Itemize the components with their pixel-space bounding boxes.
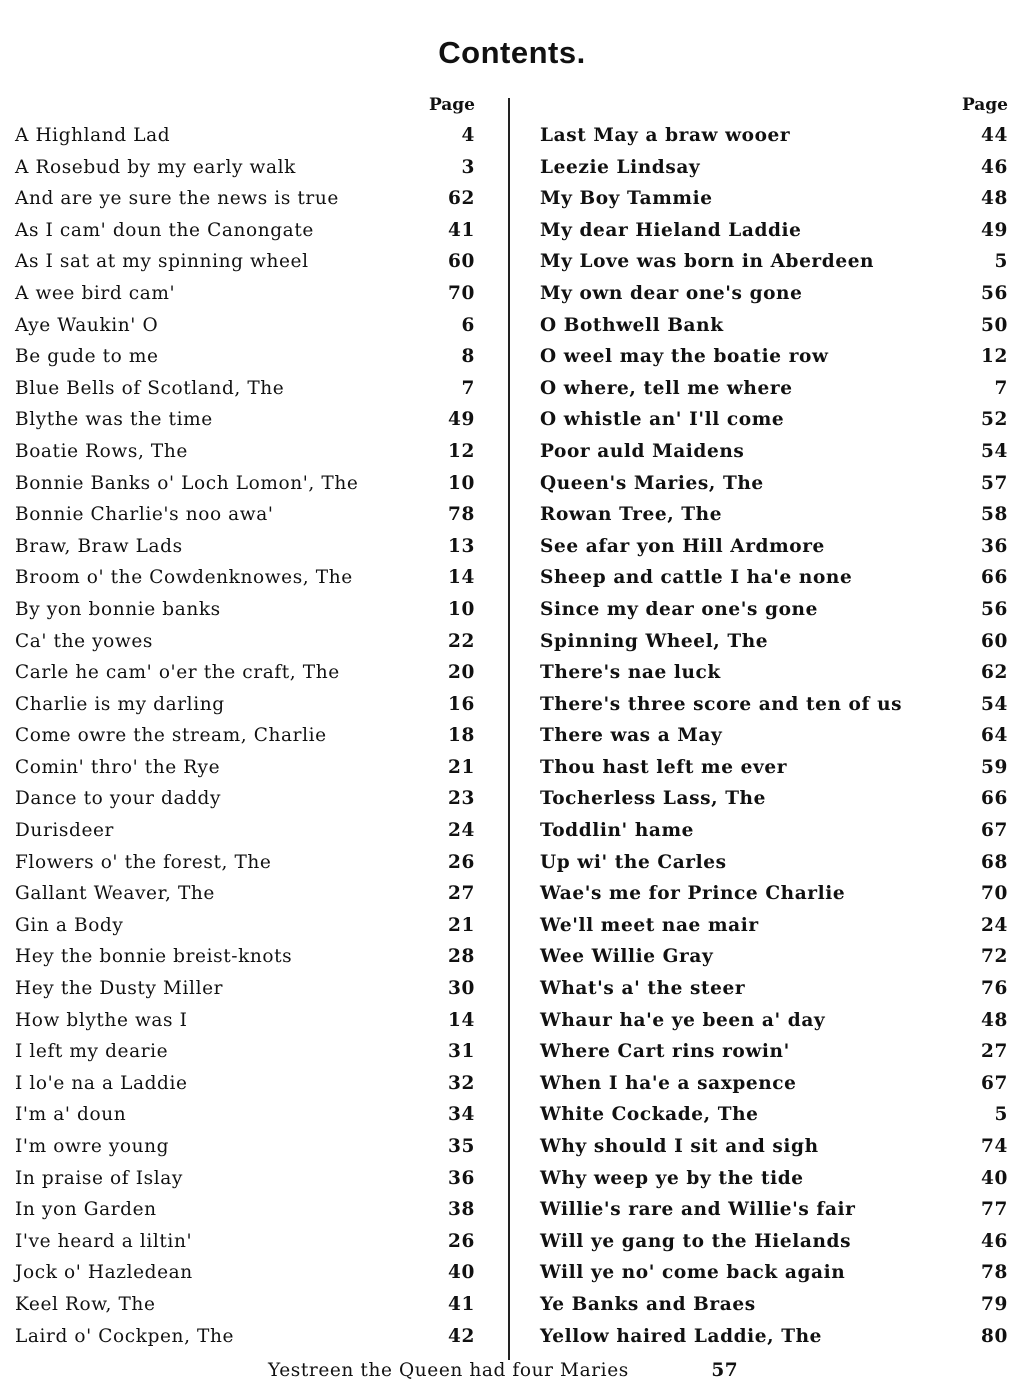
contents-entry [15,626,480,658]
entry-title: I'm a' doun [15,1104,127,1126]
entry-page-number: 58 [981,504,1008,526]
entry-title: Boatie Rows, The [15,440,188,462]
entry-title: Ye Banks and Braes [540,1293,756,1315]
entry-page-number: 66 [981,567,1008,589]
contents-entry [15,499,480,531]
entry-page-number: 49 [448,409,475,431]
contents-entry [15,689,480,721]
entry-title: Queen's Maries, The [540,472,764,494]
contents-entry [15,1036,480,1068]
entry-title: Yellow haired Laddie, The [540,1325,823,1347]
entry-title: Blythe was the time [15,409,213,431]
entry-title: Sheep and cattle I ha'e none [540,567,853,589]
entry-title: Up wi' the Carles [540,851,727,873]
contents-entry [15,1005,480,1037]
contents-entry [15,752,480,784]
contents-entry [540,373,1008,405]
entry-page-number: 67 [981,820,1008,842]
entry-page-number: 20 [448,662,475,684]
contents-entry [15,847,480,879]
entry-page-number: 76 [981,978,1008,1000]
entry-title: Willie's rare and Willie's fair [540,1199,856,1221]
entry-title: By yon bonnie banks [15,598,221,620]
contents-entry [15,1289,480,1321]
entry-title: Bonnie Banks o' Loch Lomon', The [15,472,359,494]
entry-title: A wee bird cam' [15,282,176,304]
contents-entry [15,878,480,910]
entry-page-number: 57 [711,1360,739,1381]
entry-page-number: 74 [981,1136,1008,1157]
entry-page-number: 27 [448,883,475,905]
entry-title: O weel may the boatie row [540,346,829,368]
contents-entry [15,1131,480,1163]
entry-page-number: 23 [448,788,475,810]
entry-page-number: 21 [448,914,475,936]
entry-page-number: 24 [448,820,475,842]
contents-entry [540,720,1008,752]
footer-contents-entry [268,1356,738,1386]
entry-title: Since my dear one's gone [540,598,818,620]
entry-page-number: 77 [981,1199,1008,1221]
entry-title: Spinning Wheel, The [540,630,769,652]
contents-entry [540,1289,1008,1321]
entry-page-number: 36 [981,535,1008,557]
contents-entry [15,657,480,689]
contents-entry [540,404,1008,436]
entry-page-number: 46 [981,1230,1008,1252]
entry-title: Rowan Tree, The [540,504,723,526]
entry-title: How blythe was I [15,1009,188,1031]
entry-page-number: 56 [981,598,1008,620]
contents-entry [540,1194,1008,1226]
entry-title: When I ha'e a saxpence [540,1072,797,1094]
contents-entry [540,1257,1008,1289]
contents-entry [15,436,480,468]
entry-title: I've heard a liltin' [15,1230,193,1252]
entry-page-number: 36 [448,1167,475,1189]
entry-page-number: 26 [448,851,475,873]
entry-page-number: 62 [981,662,1008,684]
entry-page-number: 12 [448,440,475,462]
entry-page-number: 60 [448,251,475,273]
entry-title: My own dear one's gone [540,282,803,304]
contents-entry [540,562,1008,594]
entry-title: Thou hast left me ever [540,756,788,778]
contents-entry [15,468,480,500]
entry-page-number: 13 [448,535,475,557]
entry-page-number: 38 [448,1199,475,1221]
entry-title: There was a May [540,725,723,747]
contents-entry [15,373,480,405]
entry-page-number: 56 [981,282,1008,304]
entry-page-number: 24 [981,914,1008,936]
contents-entry [15,404,480,436]
entry-page-number: 8 [461,346,475,368]
entry-title: Dance to your daddy [15,788,222,810]
page-column-header: Page [428,95,475,115]
entry-title: Charlie is my darling [15,693,225,715]
contents-list-left [15,120,480,1352]
contents-entry [540,215,1008,247]
entry-page-number: 40 [981,1167,1008,1189]
entry-title: As I sat at my spinning wheel [15,251,309,273]
entry-page-number: 10 [448,598,475,620]
entry-page-number: 46 [981,156,1008,178]
entry-page-number: 16 [448,693,475,715]
entry-page-number: 78 [981,1262,1008,1284]
contents-entry [540,878,1008,910]
entry-title: There's three score and ten of us [540,693,903,715]
entry-page-number: 50 [981,314,1008,336]
contents-entry [15,531,480,563]
page-title: Contents. [438,34,586,70]
entry-page-number: 68 [981,851,1008,873]
contents-entry [540,910,1008,942]
entry-page-number: 26 [448,1230,475,1252]
contents-entry [540,973,1008,1005]
contents-entry [15,910,480,942]
entry-title: Last May a braw wooer [540,125,791,146]
entry-page-number: 49 [981,219,1008,241]
entry-page-number: 59 [981,756,1008,778]
entry-page-number: 80 [981,1325,1008,1347]
entry-title: Why weep ye by the tide [540,1167,804,1189]
entry-title: Gin a Body [15,914,124,936]
entry-title: O whistle an' I'll come [540,409,785,431]
entry-page-number: 48 [981,1009,1008,1031]
entry-page-number: 3 [461,156,475,178]
entry-page-number: 32 [448,1072,475,1094]
contents-entry [15,278,480,310]
page-column-header: Page [961,95,1008,115]
contents-entry [540,752,1008,784]
contents-entry [15,1099,480,1131]
entry-title: Come owre the stream, Charlie [15,725,327,747]
entry-page-number: 72 [981,946,1008,968]
entry-page-number: 48 [981,188,1008,210]
contents-entry [540,183,1008,215]
entry-page-number: 42 [448,1325,475,1347]
contents-entry [540,278,1008,310]
entry-page-number: 14 [448,567,475,589]
contents-entry [15,1321,480,1353]
contents-entry [540,436,1008,468]
contents-entry [540,310,1008,342]
entry-title: We'll meet nae mair [540,914,759,936]
entry-page-number: 22 [448,630,475,652]
entry-title: Ca' the yowes [15,630,153,652]
entry-title: And are ye sure the news is true [15,188,339,210]
entry-title: See afar yon Hill Ardmore [540,535,825,557]
entry-page-number: 6 [461,314,475,336]
entry-page-number: 35 [448,1136,475,1157]
contents-entry [540,783,1008,815]
entry-title: I'm owre young [15,1136,170,1157]
contents-entry [15,562,480,594]
entry-title: Whaur ha'e ye been a' day [540,1009,826,1031]
contents-column-right [540,90,1008,1352]
contents-entry [15,310,480,342]
entry-title: My Boy Tammie [540,188,713,210]
entry-page-number: 70 [981,883,1008,905]
contents-entry [15,720,480,752]
entry-title: Why should I sit and sigh [540,1136,819,1157]
entry-title: Bonnie Charlie's noo awa' [15,504,274,526]
entry-page-number: 54 [981,693,1008,715]
column-divider [508,98,510,1360]
contents-entry [15,815,480,847]
entry-title: Hey the Dusty Miller [15,978,224,1000]
entry-page-number: 7 [994,377,1008,399]
contents-entry [15,341,480,373]
contents-entry [540,1036,1008,1068]
contents-entry [540,847,1008,879]
entry-title: Where Cart rins rowin' [540,1041,790,1063]
entry-title: Hey the bonnie breist-knots [15,946,293,968]
entry-title: In yon Garden [15,1199,157,1221]
entry-page-number: 60 [981,630,1008,652]
entry-title: Wee Willie Gray [540,946,714,968]
contents-entry [540,341,1008,373]
contents-entry [15,1226,480,1258]
entry-title: Braw, Braw Lads [15,535,183,557]
contents-entry [540,657,1008,689]
entry-title: Leezie Lindsay [540,156,701,178]
contents-entry [540,1321,1008,1353]
entry-page-number: 5 [994,1104,1008,1126]
contents-entry [15,1257,480,1289]
entry-page-number: 27 [981,1041,1008,1063]
entry-page-number: 44 [981,125,1008,146]
entry-title: There's nae luck [540,662,721,684]
entry-title: Laird o' Cockpen, The [15,1325,235,1347]
entry-page-number: 79 [981,1293,1008,1315]
contents-entry [15,183,480,215]
entry-page-number: 12 [981,346,1008,368]
entry-page-number: 31 [448,1041,475,1063]
entry-page-number: 70 [448,282,475,304]
contents-entry [540,1068,1008,1100]
contents-entry [15,120,480,152]
entry-title: Broom o' the Cowdenknowes, The [15,567,353,589]
entry-page-number: 41 [448,219,475,241]
entry-title: Will ye no' come back again [540,1262,846,1284]
contents-entry [15,594,480,626]
contents-entry [540,594,1008,626]
entry-title: My Love was born in Aberdeen [540,251,875,273]
contents-entry [540,1005,1008,1037]
entry-title: Flowers o' the forest, The [15,851,272,873]
contents-entry [540,689,1008,721]
entry-page-number: 10 [448,472,475,494]
entry-page-number: 14 [448,1009,475,1031]
contents-entry [15,215,480,247]
entry-title: Blue Bells of Scotland, The [15,377,285,399]
entry-page-number: 62 [448,188,475,210]
contents-entry [540,1226,1008,1258]
contents-entry [540,499,1008,531]
contents-entry [540,1131,1008,1163]
contents-entry [540,120,1008,152]
contents-entry [15,973,480,1005]
entry-page-number: 21 [448,756,475,778]
contents-entry [540,468,1008,500]
entry-page-number: 30 [448,978,475,1000]
entry-page-number: 67 [981,1072,1008,1094]
entry-page-number: 4 [461,125,475,146]
contents-entry [15,1163,480,1195]
entry-title: Yestreen the Queen had four Maries [268,1360,629,1381]
entry-title: Comin' thro' the Rye [15,756,221,778]
contents-entry [540,246,1008,278]
entry-title: Jock o' Hazledean [15,1262,193,1284]
contents-entry [540,1163,1008,1195]
entry-title: Poor auld Maidens [540,440,745,462]
contents-entry [540,1099,1008,1131]
entry-title: Toddlin' hame [540,820,695,842]
contents-entry [15,152,480,184]
entry-title: My dear Hieland Laddie [540,219,802,241]
contents-entry [15,1068,480,1100]
contents-entry [540,531,1008,563]
entry-page-number: 28 [448,946,475,968]
entry-page-number: 57 [981,472,1008,494]
entry-page-number: 7 [461,377,475,399]
contents-entry [540,815,1008,847]
entry-title: O where, tell me where [540,377,793,399]
entry-title: A Highland Lad [15,125,171,146]
entry-page-number: 18 [448,725,475,747]
contents-list-right [540,120,1008,1352]
contents-entry [15,783,480,815]
entry-page-number: 52 [981,409,1008,431]
entry-title: Durisdeer [15,820,114,842]
entry-page-number: 64 [981,725,1008,747]
entry-title: I lo'e na a Laddie [15,1072,188,1094]
entry-title: In praise of Islay [15,1167,183,1189]
entry-title: Wae's me for Prince Charlie [540,883,846,905]
entry-title: O Bothwell Bank [540,314,724,336]
entry-title: Gallant Weaver, The [15,883,215,905]
contents-entry [15,246,480,278]
entry-title: As I cam' doun the Canongate [15,219,314,241]
entry-title: I left my dearie [15,1041,169,1063]
entry-title: Carle he cam' o'er the craft, The [15,662,340,684]
entry-title: Keel Row, The [15,1293,156,1315]
entry-page-number: 34 [448,1104,475,1126]
entry-title: A Rosebud by my early walk [15,156,296,178]
entry-page-number: 40 [448,1262,475,1284]
entry-title: What's a' the steer [540,978,746,1000]
contents-entry [540,626,1008,658]
entry-page-number: 66 [981,788,1008,810]
entry-page-number: 41 [448,1293,475,1315]
entry-title: Will ye gang to the Hielands [540,1230,852,1252]
entry-title: White Cockade, The [540,1104,759,1126]
contents-entry [15,1194,480,1226]
entry-page-number: 54 [981,440,1008,462]
contents-entry [540,941,1008,973]
contents-entry [15,941,480,973]
entry-title: Aye Waukin' O [15,314,159,336]
entry-page-number: 5 [994,251,1008,273]
entry-page-number: 78 [448,504,475,526]
entry-title: Be gude to me [15,346,159,368]
contents-column-left [15,90,480,1352]
contents-entry [540,152,1008,184]
entry-title: Tocherless Lass, The [540,788,766,810]
